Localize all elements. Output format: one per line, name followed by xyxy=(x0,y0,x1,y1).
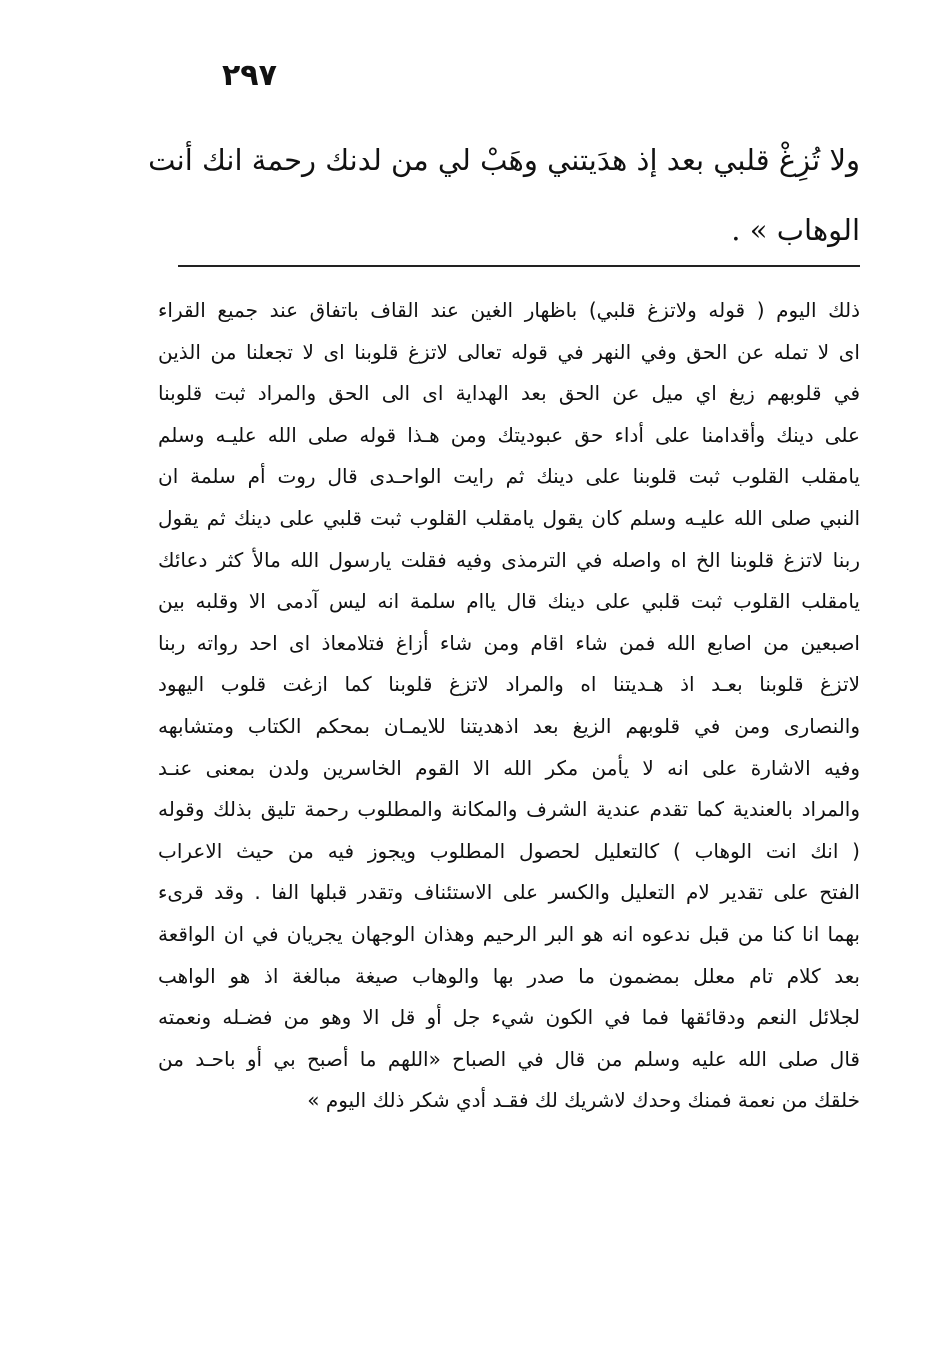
commentary-line: بعد كلام تام معلل بمضمون ما صدر بها والوهاب صيغة مبالغة اذ هو الواهب xyxy=(158,963,860,988)
commentary-line: ( انك انت الوهاب ) كالتعليل لحصول المطلوب ويجوز فيه من حيث الاعراب xyxy=(158,838,860,863)
commentary-line: اصبعين من اصابع الله فمن شاء اقام ومن شاء أزاغ فتلامعاذ اى احد رواته ربنا xyxy=(158,630,860,655)
commentary-line: لجلائل النعم ودقائقها فما في الكون شيء جل أو قل الا وهو من فضـله ونعمته xyxy=(158,1005,860,1030)
page-number: ٢٩٧ xyxy=(222,58,277,93)
verse-text xyxy=(150,125,860,265)
commentary-line: ذلك اليوم ( قوله ولاتزغ قلبي) باظهار الغين عند القاف باتفاق عند جميع القراء xyxy=(158,298,860,322)
commentary-line: في قلوبهم زيغ اي ميل عن الحق بعد الهداية اى الى الحق والمراد ثبت قلوبنا xyxy=(158,381,860,406)
verse-line: الوهاب » . xyxy=(731,213,860,247)
verse-line: ولا تُزِغْ قلبي بعد إذ هدَيتني وهَبْ لي من لدنك رحمة انك أنت xyxy=(148,143,860,177)
commentary-line: يامقلب القلوب ثبت قلوبنا على دينك ثم رايت الواحـدى قال روت أم سلمة ان xyxy=(158,464,860,489)
divider-line xyxy=(178,265,860,267)
commentary-line: قال صلى الله عليه وسلم من قال في الصباح «اللهم ما أصبح بي أو باحـد من xyxy=(158,1046,860,1071)
commentary-line: يامقلب القلوب ثبت قلبي على دينك قال ياام سلمة انه ليس آدمى الا وقلبه بين xyxy=(158,589,860,614)
commentary-line: لاتزغ قلوبنا بعـد اذ هـديتنا اه والمراد لاتزغ قلوبنا كما ازغت قلوب اليهود xyxy=(158,672,860,697)
commentary-line: والنصارى ومن في قلوبهم الزيغ بعد اذهديتنا للايمـان بمحكم الكتاب ومتشابهه xyxy=(158,713,860,738)
commentary-line: وفيه الاشارة على انه لا يأمن مكر الله الا القوم الخاسرين ولدن بمعنى عنـد xyxy=(158,755,860,780)
commentary-line: على دينك وأقدامنا على أداء حق عبوديتك ومن هـذا قوله صلى الله عليـه وسلم xyxy=(158,422,860,447)
commentary-line: اى لا تمله عن الحق وفي النهر في قوله تعالى لاتزغ قلوبنا اى لا تجعلنا من الذين xyxy=(158,339,860,364)
commentary-text xyxy=(158,290,860,1122)
commentary-line: خلقك من نعمة فمنك وحدك لاشريك لك فقـد أدي شكر ذلك اليوم » xyxy=(307,1088,860,1113)
commentary-line: والمراد بالعندية كما تقدم عندية الشرف والمكانة والمطلوب رحمة تليق بذلك وقوله xyxy=(158,797,860,822)
commentary-line: النبي صلى الله عليـه وسلم كان يقول يامقلب القلوب ثبت قلبي على دينك ثم يقول xyxy=(158,505,860,530)
commentary-line: ربنا لاتزغ قلوبنا الخ اه واصله في الترمذى وفيه فقلت يارسول الله مالأ كثر دعائك xyxy=(158,547,860,572)
commentary-line: بهما انا كنا من قبل ندعوه انه هو البر الرحيم وهذان الوجهان يجريان في ان الواقعة xyxy=(158,921,860,946)
commentary-line: الفتح على تقدير لام التعليل والكسر على الاستئناف وتقدر قبلها الفا . وقد قرىء xyxy=(158,880,860,905)
